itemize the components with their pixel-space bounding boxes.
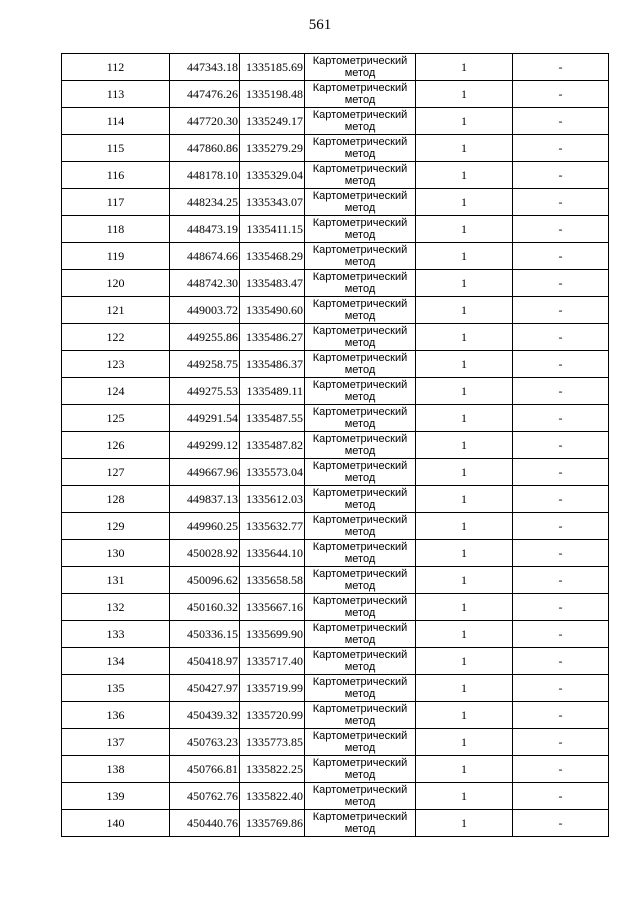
accuracy-cell: 1 [416, 432, 513, 459]
y-coordinate-cell: 1335822.25 [240, 756, 305, 783]
y-coordinate-cell: 1335279.29 [240, 135, 305, 162]
table-row [62, 405, 609, 432]
note-cell: - [513, 783, 609, 810]
y-coordinate-cell: 1335719.99 [240, 675, 305, 702]
accuracy-cell: 1 [416, 486, 513, 513]
x-coordinate-cell: 447476.26 [170, 81, 240, 108]
table-row [62, 810, 609, 837]
point-number-cell: 117 [62, 189, 170, 216]
y-coordinate-cell: 1335717.40 [240, 648, 305, 675]
method-cell: Картометрический метод [305, 621, 416, 648]
table-row [62, 648, 609, 675]
table-row [62, 567, 609, 594]
accuracy-cell: 1 [416, 216, 513, 243]
method-cell: Картометрический метод [305, 594, 416, 621]
x-coordinate-cell: 448473.19 [170, 216, 240, 243]
note-cell: - [513, 162, 609, 189]
y-coordinate-cell: 1335573.04 [240, 459, 305, 486]
y-coordinate-cell: 1335658.58 [240, 567, 305, 594]
table-row [62, 675, 609, 702]
y-coordinate-cell: 1335343.07 [240, 189, 305, 216]
x-coordinate-cell: 449667.96 [170, 459, 240, 486]
y-coordinate-cell: 1335411.15 [240, 216, 305, 243]
method-cell: Картометрический метод [305, 378, 416, 405]
point-number-cell: 133 [62, 621, 170, 648]
x-coordinate-cell: 450096.62 [170, 567, 240, 594]
method-cell: Картометрический метод [305, 270, 416, 297]
x-coordinate-cell: 447343.18 [170, 54, 240, 81]
x-coordinate-cell: 450766.81 [170, 756, 240, 783]
method-cell: Картометрический метод [305, 81, 416, 108]
y-coordinate-cell: 1335612.03 [240, 486, 305, 513]
x-coordinate-cell: 448742.30 [170, 270, 240, 297]
y-coordinate-cell: 1335644.10 [240, 540, 305, 567]
note-cell: - [513, 540, 609, 567]
x-coordinate-cell: 450763.23 [170, 729, 240, 756]
x-coordinate-cell: 450427.97 [170, 675, 240, 702]
accuracy-cell: 1 [416, 351, 513, 378]
y-coordinate-cell: 1335249.17 [240, 108, 305, 135]
point-number-cell: 118 [62, 216, 170, 243]
point-number-cell: 120 [62, 270, 170, 297]
page-number: 561 [308, 17, 332, 33]
method-cell: Картометрический метод [305, 216, 416, 243]
method-cell: Картометрический метод [305, 351, 416, 378]
point-number-cell: 115 [62, 135, 170, 162]
method-cell: Картометрический метод [305, 729, 416, 756]
accuracy-cell: 1 [416, 729, 513, 756]
point-number-cell: 128 [62, 486, 170, 513]
accuracy-cell: 1 [416, 135, 513, 162]
point-number-cell: 112 [62, 54, 170, 81]
note-cell: - [513, 108, 609, 135]
coordinates-table [61, 53, 609, 837]
y-coordinate-cell: 1335490.60 [240, 297, 305, 324]
accuracy-cell: 1 [416, 81, 513, 108]
y-coordinate-cell: 1335198.48 [240, 81, 305, 108]
point-number-cell: 138 [62, 756, 170, 783]
method-cell: Картометрический метод [305, 162, 416, 189]
x-coordinate-cell: 448178.10 [170, 162, 240, 189]
point-number-cell: 122 [62, 324, 170, 351]
table-row [62, 324, 609, 351]
table-row [62, 432, 609, 459]
accuracy-cell: 1 [416, 648, 513, 675]
table-row [62, 621, 609, 648]
point-number-cell: 126 [62, 432, 170, 459]
point-number-cell: 124 [62, 378, 170, 405]
accuracy-cell: 1 [416, 189, 513, 216]
accuracy-cell: 1 [416, 297, 513, 324]
y-coordinate-cell: 1335486.37 [240, 351, 305, 378]
point-number-cell: 134 [62, 648, 170, 675]
x-coordinate-cell: 447860.86 [170, 135, 240, 162]
note-cell: - [513, 675, 609, 702]
note-cell: - [513, 810, 609, 837]
accuracy-cell: 1 [416, 675, 513, 702]
note-cell: - [513, 702, 609, 729]
accuracy-cell: 1 [416, 567, 513, 594]
accuracy-cell: 1 [416, 756, 513, 783]
x-coordinate-cell: 449291.54 [170, 405, 240, 432]
method-cell: Картометрический метод [305, 324, 416, 351]
point-number-cell: 132 [62, 594, 170, 621]
x-coordinate-cell: 448234.25 [170, 189, 240, 216]
x-coordinate-cell: 449960.25 [170, 513, 240, 540]
point-number-cell: 136 [62, 702, 170, 729]
note-cell: - [513, 243, 609, 270]
method-cell: Картометрический метод [305, 189, 416, 216]
method-cell: Картометрический метод [305, 135, 416, 162]
y-coordinate-cell: 1335486.27 [240, 324, 305, 351]
table-row [62, 702, 609, 729]
accuracy-cell: 1 [416, 405, 513, 432]
accuracy-cell: 1 [416, 243, 513, 270]
accuracy-cell: 1 [416, 810, 513, 837]
x-coordinate-cell: 449258.75 [170, 351, 240, 378]
x-coordinate-cell: 450762.76 [170, 783, 240, 810]
accuracy-cell: 1 [416, 702, 513, 729]
y-coordinate-cell: 1335632.77 [240, 513, 305, 540]
note-cell: - [513, 459, 609, 486]
method-cell: Картометрический метод [305, 297, 416, 324]
x-coordinate-cell: 450440.76 [170, 810, 240, 837]
table-row [62, 135, 609, 162]
x-coordinate-cell: 450336.15 [170, 621, 240, 648]
x-coordinate-cell: 447720.30 [170, 108, 240, 135]
y-coordinate-cell: 1335773.85 [240, 729, 305, 756]
x-coordinate-cell: 449275.53 [170, 378, 240, 405]
note-cell: - [513, 567, 609, 594]
x-coordinate-cell: 449837.13 [170, 486, 240, 513]
y-coordinate-cell: 1335769.86 [240, 810, 305, 837]
x-coordinate-cell: 450028.92 [170, 540, 240, 567]
method-cell: Картометрический метод [305, 54, 416, 81]
accuracy-cell: 1 [416, 378, 513, 405]
accuracy-cell: 1 [416, 54, 513, 81]
point-number-cell: 139 [62, 783, 170, 810]
note-cell: - [513, 135, 609, 162]
accuracy-cell: 1 [416, 324, 513, 351]
method-cell: Картометрический метод [305, 486, 416, 513]
note-cell: - [513, 351, 609, 378]
note-cell: - [513, 432, 609, 459]
method-cell: Картометрический метод [305, 243, 416, 270]
method-cell: Картометрический метод [305, 648, 416, 675]
table-row [62, 756, 609, 783]
note-cell: - [513, 621, 609, 648]
table-row [62, 243, 609, 270]
table-row [62, 351, 609, 378]
note-cell: - [513, 216, 609, 243]
x-coordinate-cell: 449255.86 [170, 324, 240, 351]
accuracy-cell: 1 [416, 162, 513, 189]
note-cell: - [513, 756, 609, 783]
x-coordinate-cell: 450160.32 [170, 594, 240, 621]
table-row [62, 54, 609, 81]
method-cell: Картометрический метод [305, 675, 416, 702]
note-cell: - [513, 594, 609, 621]
accuracy-cell: 1 [416, 783, 513, 810]
point-number-cell: 114 [62, 108, 170, 135]
table-row [62, 729, 609, 756]
method-cell: Картометрический метод [305, 756, 416, 783]
x-coordinate-cell: 448674.66 [170, 243, 240, 270]
note-cell: - [513, 513, 609, 540]
note-cell: - [513, 189, 609, 216]
table-row [62, 594, 609, 621]
method-cell: Картометрический метод [305, 540, 416, 567]
coordinates-table-body [62, 54, 609, 837]
table-row [62, 216, 609, 243]
point-number-cell: 129 [62, 513, 170, 540]
y-coordinate-cell: 1335329.04 [240, 162, 305, 189]
x-coordinate-cell: 449003.72 [170, 297, 240, 324]
y-coordinate-cell: 1335483.47 [240, 270, 305, 297]
y-coordinate-cell: 1335468.29 [240, 243, 305, 270]
y-coordinate-cell: 1335185.69 [240, 54, 305, 81]
method-cell: Картометрический метод [305, 513, 416, 540]
table-row [62, 486, 609, 513]
point-number-cell: 130 [62, 540, 170, 567]
accuracy-cell: 1 [416, 459, 513, 486]
table-row [62, 378, 609, 405]
accuracy-cell: 1 [416, 108, 513, 135]
accuracy-cell: 1 [416, 621, 513, 648]
note-cell: - [513, 405, 609, 432]
table-row [62, 540, 609, 567]
note-cell: - [513, 729, 609, 756]
method-cell: Картометрический метод [305, 810, 416, 837]
y-coordinate-cell: 1335720.99 [240, 702, 305, 729]
table-row [62, 459, 609, 486]
point-number-cell: 113 [62, 81, 170, 108]
point-number-cell: 121 [62, 297, 170, 324]
y-coordinate-cell: 1335699.90 [240, 621, 305, 648]
note-cell: - [513, 648, 609, 675]
point-number-cell: 137 [62, 729, 170, 756]
method-cell: Картометрический метод [305, 405, 416, 432]
note-cell: - [513, 270, 609, 297]
accuracy-cell: 1 [416, 270, 513, 297]
x-coordinate-cell: 450418.97 [170, 648, 240, 675]
point-number-cell: 127 [62, 459, 170, 486]
method-cell: Картометрический метод [305, 567, 416, 594]
point-number-cell: 135 [62, 675, 170, 702]
point-number-cell: 119 [62, 243, 170, 270]
y-coordinate-cell: 1335667.16 [240, 594, 305, 621]
table-row [62, 783, 609, 810]
x-coordinate-cell: 449299.12 [170, 432, 240, 459]
method-cell: Картометрический метод [305, 108, 416, 135]
point-number-cell: 123 [62, 351, 170, 378]
table-row [62, 108, 609, 135]
point-number-cell: 131 [62, 567, 170, 594]
x-coordinate-cell: 450439.32 [170, 702, 240, 729]
note-cell: - [513, 81, 609, 108]
note-cell: - [513, 54, 609, 81]
method-cell: Картометрический метод [305, 432, 416, 459]
note-cell: - [513, 378, 609, 405]
accuracy-cell: 1 [416, 513, 513, 540]
table-row [62, 297, 609, 324]
method-cell: Картометрический метод [305, 459, 416, 486]
y-coordinate-cell: 1335487.55 [240, 405, 305, 432]
note-cell: - [513, 297, 609, 324]
point-number-cell: 125 [62, 405, 170, 432]
method-cell: Картометрический метод [305, 783, 416, 810]
table-row [62, 189, 609, 216]
y-coordinate-cell: 1335822.40 [240, 783, 305, 810]
table-row [62, 513, 609, 540]
table-row [62, 162, 609, 189]
table-row [62, 270, 609, 297]
note-cell: - [513, 486, 609, 513]
accuracy-cell: 1 [416, 594, 513, 621]
method-cell: Картометрический метод [305, 702, 416, 729]
point-number-cell: 116 [62, 162, 170, 189]
table-row [62, 81, 609, 108]
y-coordinate-cell: 1335487.82 [240, 432, 305, 459]
y-coordinate-cell: 1335489.11 [240, 378, 305, 405]
point-number-cell: 140 [62, 810, 170, 837]
note-cell: - [513, 324, 609, 351]
accuracy-cell: 1 [416, 540, 513, 567]
